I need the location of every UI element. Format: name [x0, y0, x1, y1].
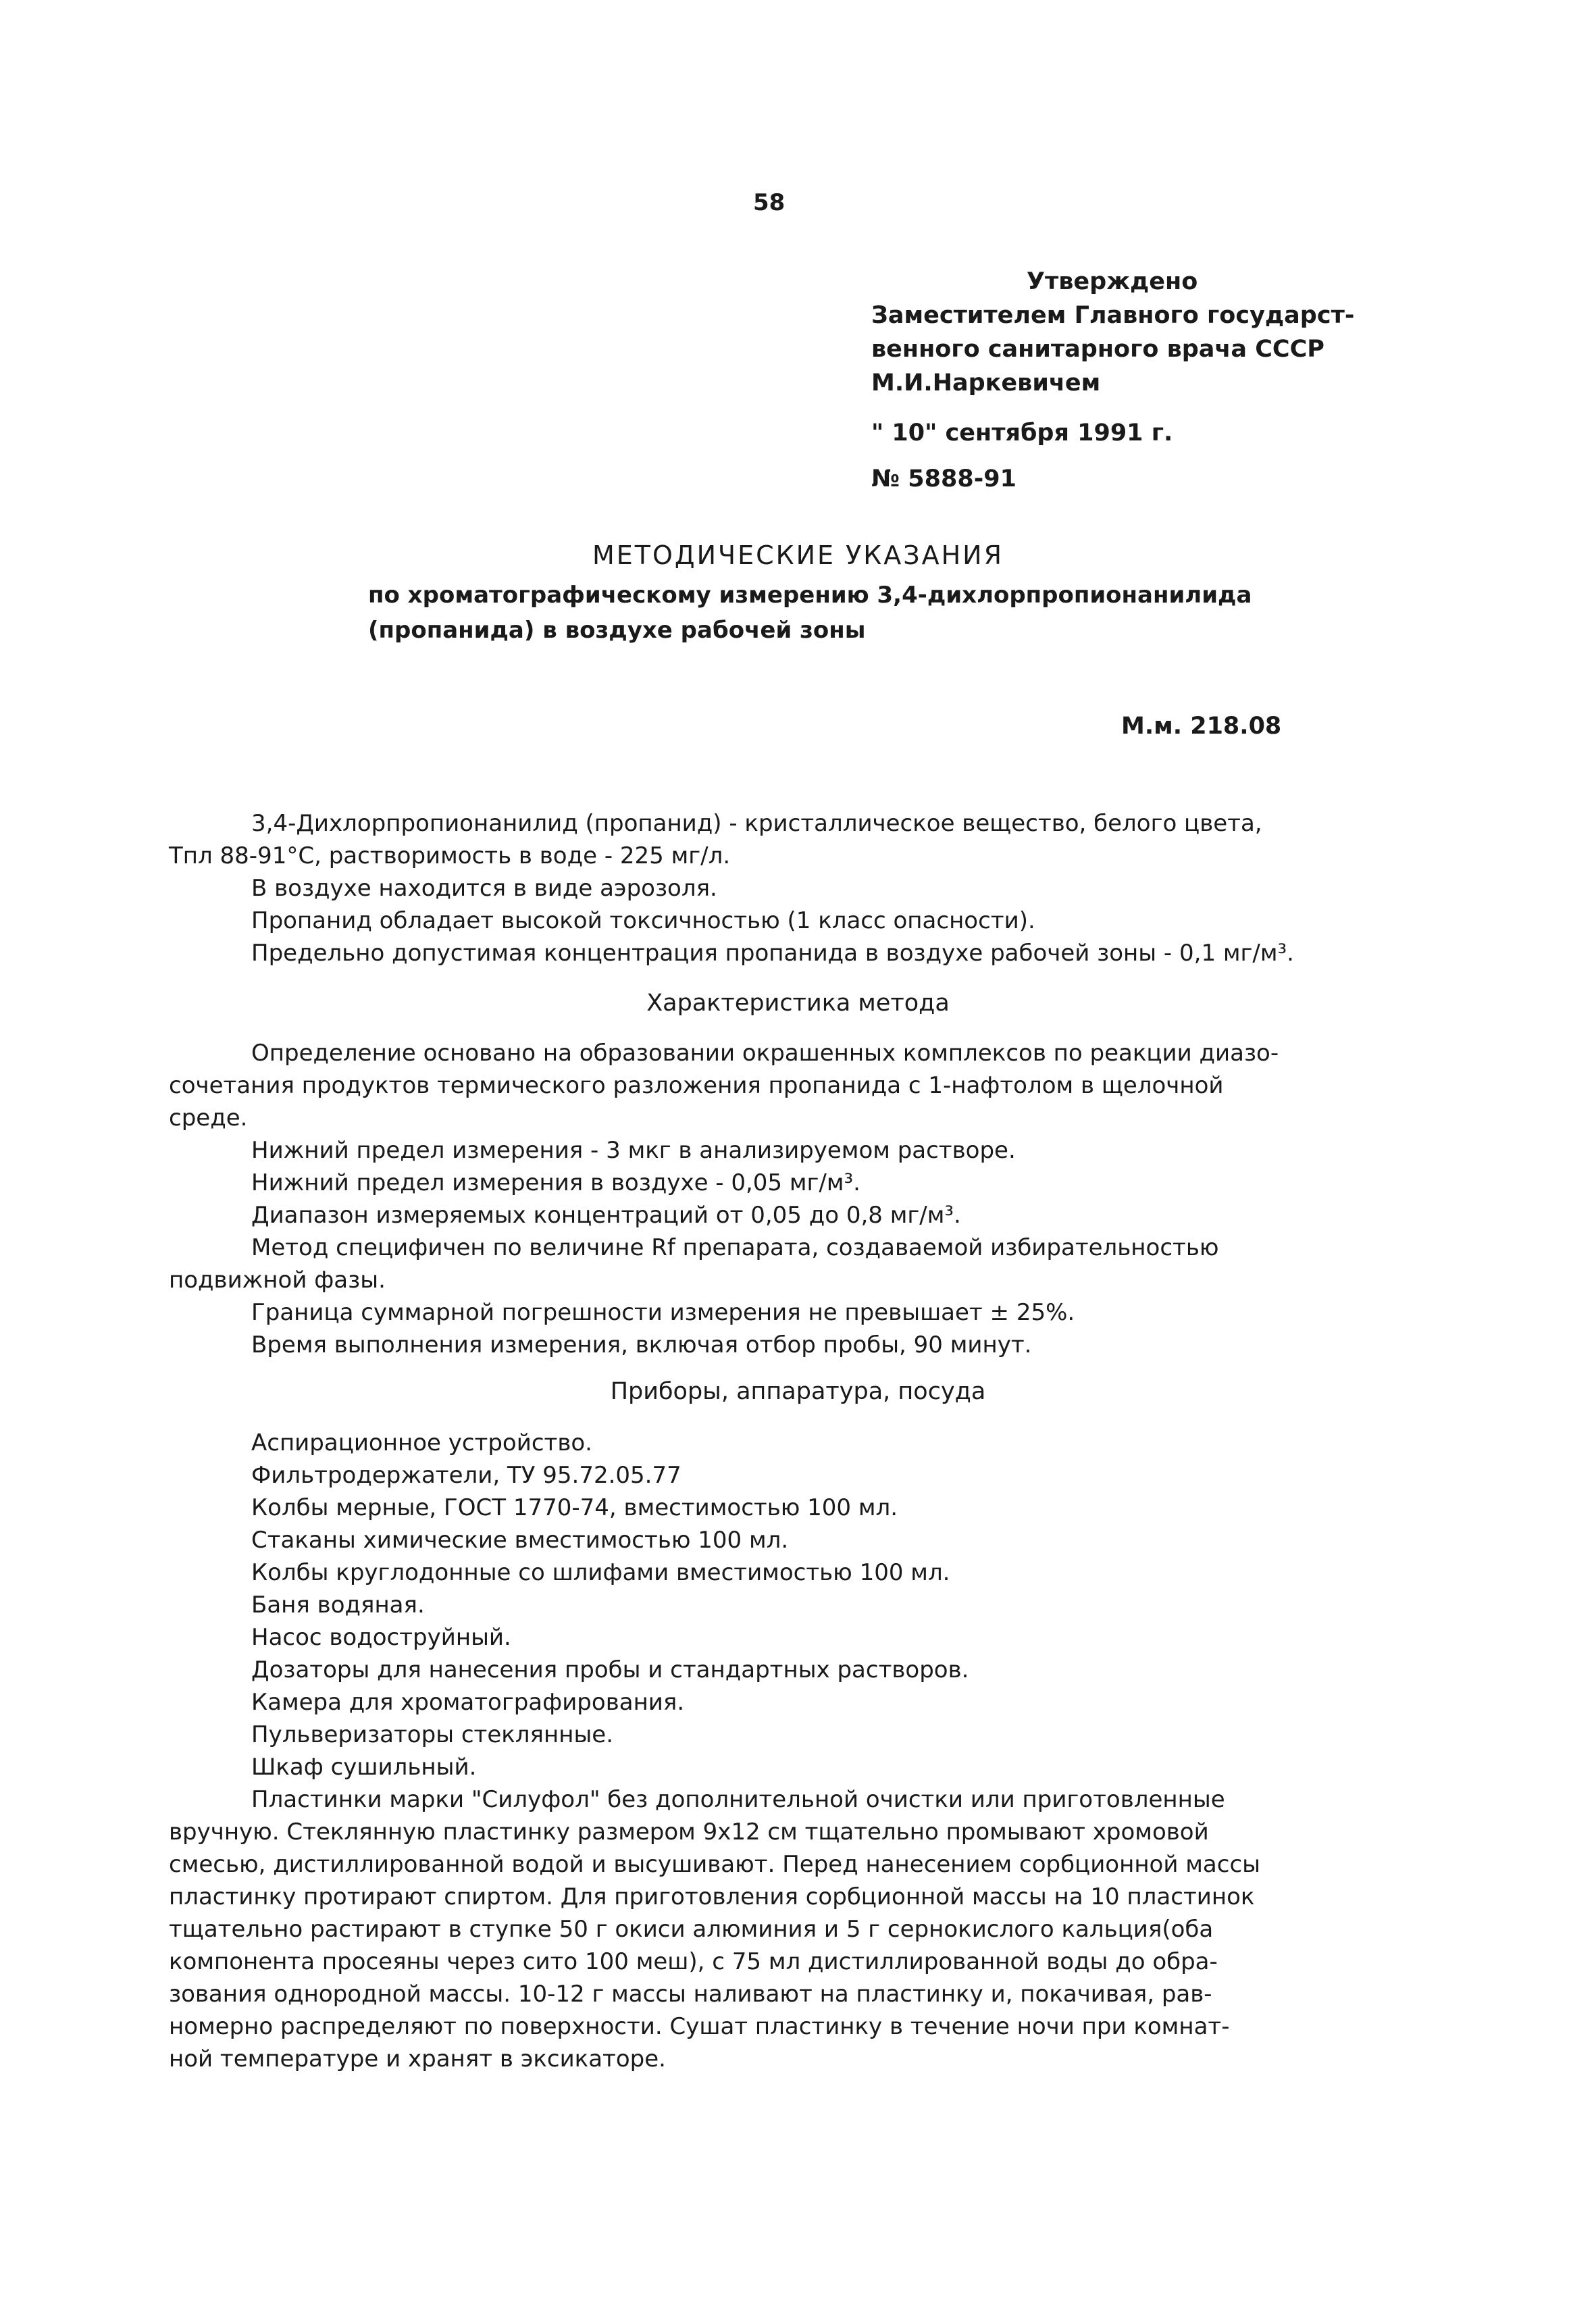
- paragraph-line: номерно распределяют по поверхности. Сушат пластинку в течение ночи при комнат-: [169, 2013, 1230, 2040]
- document-subtitle: [368, 578, 1252, 648]
- equipment-item: Аспирационное устройство.: [251, 1429, 592, 1456]
- equipment-item: Баня водяная.: [251, 1592, 425, 1619]
- approval-number: № 5888-91: [871, 465, 1016, 492]
- paragraph: Время выполнения измерения, включая отбор пробы, 90 минут.: [251, 1331, 1032, 1358]
- approval-block: [871, 265, 1354, 496]
- paragraph-line: подвижной фазы.: [169, 1267, 386, 1294]
- paragraph-line: ной температуре и хранят в эксикаторе.: [169, 2045, 666, 2073]
- paragraph-line: 3,4-Дихлорпропионанилид (пропанид) - кристаллическое вещество, белого цвета,: [251, 810, 1262, 837]
- subtitle-line: по хроматографическому измерению 3,4-дихлорпропионанилида: [368, 582, 1252, 609]
- section-heading-equipment: Приборы, аппаратура, посуда: [610, 1378, 986, 1405]
- approval-title: Утверждено: [1027, 268, 1198, 295]
- equipment-item: Насос водоструйный.: [251, 1624, 511, 1651]
- paragraph-line: Тпл 88-91°С, растворимость в воде - 225 мг/л.: [169, 842, 731, 869]
- equipment-item: Колбы мерные, ГОСТ 1770-74, вместимостью 100 мл.: [251, 1494, 898, 1521]
- equipment-item: Дозаторы для нанесения пробы и стандартных растворов.: [251, 1656, 969, 1683]
- approval-signatory: М.И.Наркевичем: [871, 370, 1101, 397]
- paragraph-line: вручную. Стеклянную пластинку размером 9х12 см тщательно промывают хромовой: [169, 1819, 1209, 1846]
- approval-line: Заместителем Главного государст-: [871, 302, 1355, 329]
- equipment-item: Шкаф сушильный.: [251, 1754, 477, 1781]
- equipment-item: Пульверизаторы стеклянные.: [251, 1721, 614, 1748]
- equipment-item: Фильтродержатели, ТУ 95.72.05.77: [251, 1462, 681, 1489]
- paragraph-line: Определение основано на образовании окрашенных комплексов по реакции диазо-: [251, 1040, 1279, 1067]
- document-title: МЕТОДИЧЕСКИЕ УКАЗАНИЯ: [592, 540, 1004, 570]
- molecular-mass: М.м. 218.08: [1121, 713, 1282, 740]
- paragraph: Диапазон измеряемых концентраций от 0,05 до 0,8 мг/м³.: [251, 1202, 961, 1229]
- equipment-item: Колбы круглодонные со шлифами вместимостью 100 мл.: [251, 1559, 950, 1586]
- approval-line: венного санитарного врача СССР: [871, 336, 1324, 363]
- method-section: [169, 1037, 1439, 1361]
- paragraph: Предельно допустимая концентрация пропанида в воздухе рабочей зоны - 0,1 мг/м³.: [251, 940, 1294, 967]
- paragraph: Нижний предел измерения в воздухе - 0,05 мг/м³.: [251, 1169, 860, 1196]
- equipment-section: [169, 1427, 1439, 2075]
- page-number: 58: [753, 189, 786, 216]
- paragraph: Граница суммарной погрешности измерения не превышает ± 25%.: [251, 1299, 1075, 1326]
- paragraph-line: пластинку протирают спиртом. Для приготовления сорбционной массы на 10 пластинок: [169, 1883, 1255, 1910]
- approval-date: " 10" сентября 1991 г.: [871, 420, 1173, 447]
- paragraph-line: смесью, дистиллированной водой и высушивают. Перед нанесением сорбционной массы: [169, 1851, 1260, 1878]
- intro-section: [169, 807, 1439, 969]
- equipment-item: Камера для хроматографирования.: [251, 1689, 685, 1716]
- paragraph: Пропанид обладает высокой токсичностью (1 класс опасности).: [251, 907, 1035, 934]
- equipment-item: Стаканы химические вместимостью 100 мл.: [251, 1527, 789, 1554]
- subtitle-line: (пропанида) в воздухе рабочей зоны: [368, 617, 866, 644]
- paragraph-line: Метод специфичен по величине Rf препарата, создаваемой избирательностью: [251, 1234, 1219, 1261]
- paragraph-line: компонента просеяны через сито 100 меш), с 75 мл дистиллированной воды до обра-: [169, 1948, 1218, 1975]
- paragraph: В воздухе находится в виде аэрозоля.: [251, 875, 717, 902]
- section-heading-method: Характеристика метода: [646, 990, 950, 1017]
- paragraph-line: среде.: [169, 1104, 248, 1132]
- paragraph-line: тщательно растирают в ступке 50 г окиси алюминия и 5 г сернокислого кальция(оба: [169, 1916, 1214, 1943]
- paragraph: Нижний предел измерения - 3 мкг в анализируемом растворе.: [251, 1137, 1016, 1164]
- paragraph-line: зования однородной массы. 10-12 г массы наливают на пластинку и, покачивая, рав-: [169, 1981, 1212, 2008]
- paragraph-line: сочетания продуктов термического разложения пропанида с 1-нафтолом в щелочной: [169, 1072, 1224, 1099]
- paragraph-line: Пластинки марки "Силуфол" без дополнительной очистки или приготовленные: [251, 1786, 1225, 1813]
